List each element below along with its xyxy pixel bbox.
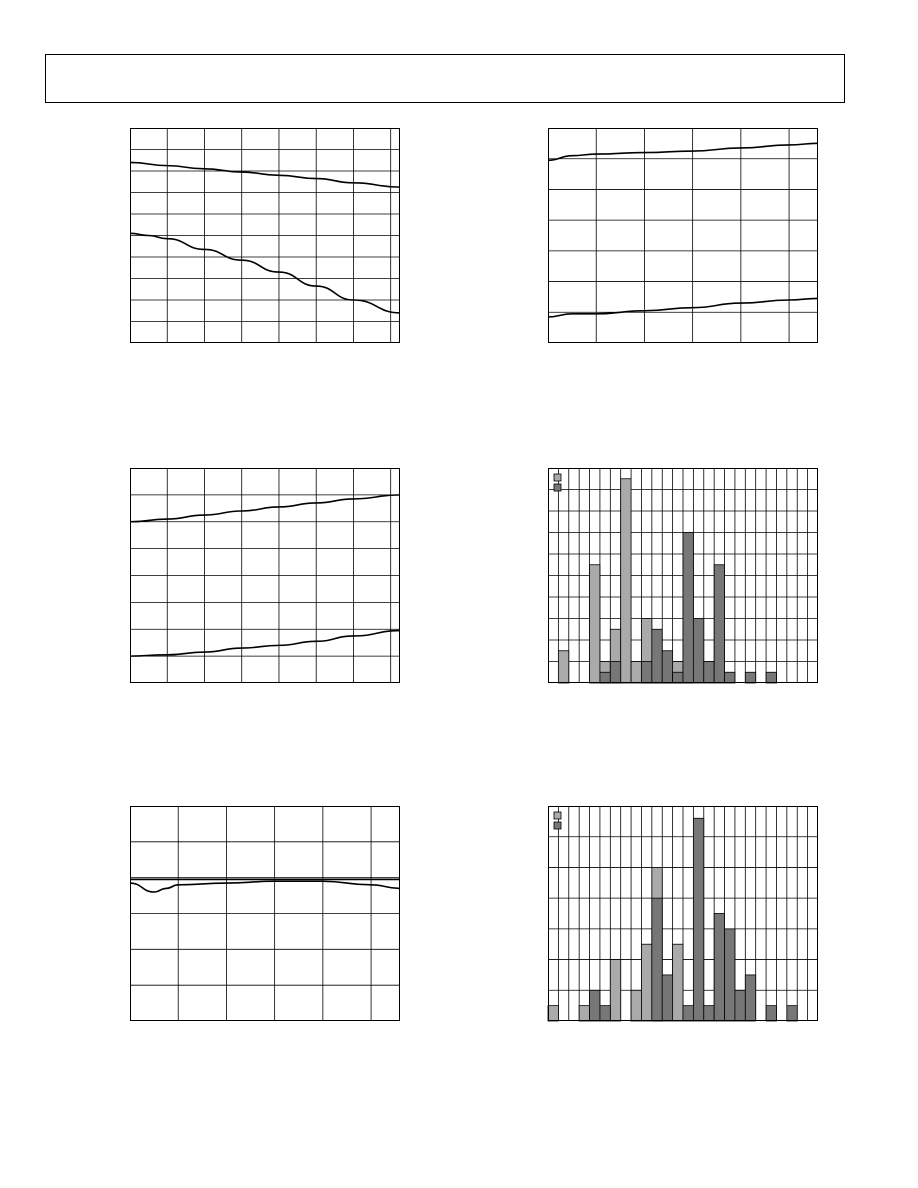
legend-swatch-2 bbox=[554, 822, 561, 829]
chart-panel-3 bbox=[130, 468, 400, 683]
bar bbox=[579, 1006, 589, 1021]
bar bbox=[714, 914, 724, 1022]
series-line-2 bbox=[548, 298, 818, 316]
bar bbox=[610, 960, 620, 1021]
chart-svg bbox=[548, 468, 818, 683]
bar bbox=[766, 672, 776, 683]
chart-svg bbox=[130, 806, 400, 1021]
bar bbox=[641, 662, 651, 684]
chart-svg bbox=[130, 468, 400, 683]
bar bbox=[735, 990, 745, 1021]
bar bbox=[662, 651, 672, 683]
bar bbox=[548, 1006, 558, 1021]
series-line-1 bbox=[130, 495, 400, 522]
chart-svg bbox=[130, 128, 400, 343]
bar bbox=[725, 929, 735, 1021]
bar bbox=[693, 619, 703, 684]
bar bbox=[621, 479, 631, 683]
series-line-1 bbox=[130, 162, 400, 187]
chart-panel-2 bbox=[548, 128, 818, 343]
bar bbox=[610, 662, 620, 684]
series-line-1 bbox=[130, 881, 400, 892]
plot-frame bbox=[549, 129, 818, 343]
bar bbox=[662, 975, 672, 1021]
bar bbox=[704, 1006, 714, 1021]
bar bbox=[590, 990, 600, 1021]
chart-panel-6 bbox=[548, 806, 818, 1021]
bar bbox=[745, 975, 755, 1021]
bar bbox=[787, 1006, 797, 1021]
chart-svg bbox=[548, 806, 818, 1021]
bar bbox=[652, 898, 662, 1021]
series-line-1 bbox=[548, 143, 818, 160]
bar bbox=[683, 1006, 693, 1021]
bar bbox=[590, 565, 600, 683]
bar bbox=[652, 629, 662, 683]
series-line-2 bbox=[130, 233, 400, 313]
bar bbox=[714, 565, 724, 683]
bar bbox=[673, 944, 683, 1021]
bar bbox=[683, 533, 693, 684]
chart-panel-4 bbox=[548, 468, 818, 683]
bar bbox=[745, 672, 755, 683]
chart-svg bbox=[548, 128, 818, 343]
legend-swatch-2 bbox=[554, 484, 561, 491]
bar bbox=[704, 662, 714, 684]
bar bbox=[673, 672, 683, 683]
chart-panel-1 bbox=[130, 128, 400, 343]
legend-swatch-1 bbox=[554, 812, 561, 819]
bar bbox=[693, 818, 703, 1021]
bar bbox=[766, 1006, 776, 1021]
page-header-box bbox=[45, 54, 845, 103]
bar bbox=[631, 662, 641, 684]
legend-swatch-1 bbox=[554, 474, 561, 481]
bar bbox=[600, 1006, 610, 1021]
chart-panel-5 bbox=[130, 806, 400, 1021]
bar bbox=[558, 651, 568, 683]
bar bbox=[631, 990, 641, 1021]
bar bbox=[600, 672, 610, 683]
series-line-2 bbox=[130, 631, 400, 657]
bar bbox=[725, 672, 735, 683]
bar bbox=[641, 944, 651, 1021]
